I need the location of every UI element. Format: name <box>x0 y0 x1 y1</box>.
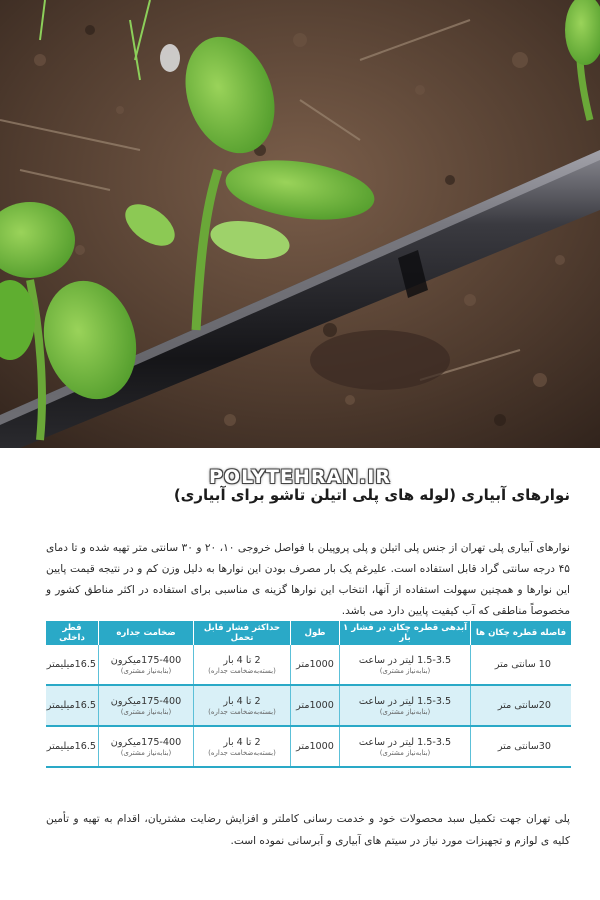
flow-note: (بنابه‌نیاز مشتری) <box>379 748 431 757</box>
pressure-note: (بسته‌به‌ضخامت جداره) <box>208 748 276 757</box>
pressure-value: 2 تا 4 بار <box>223 695 261 707</box>
cell-length: 1000متر <box>291 726 340 767</box>
table-header-row <box>46 621 571 645</box>
pressure-value: 2 تا 4 بار <box>223 654 261 666</box>
section-title: نوارهای آبیاری (لوله های پلی اتیلن تاشو برای آبیاری) <box>173 486 570 504</box>
flow-note: (بنابه‌نیاز مشتری) <box>379 707 431 716</box>
cell-thickness <box>99 685 194 726</box>
watermark-text: POLYTEHRAN.IR <box>209 466 391 488</box>
flow-note: (بنابه‌نیاز مشتری) <box>379 666 431 675</box>
col-header-thickness: ضخامت جداره <box>99 621 194 645</box>
cell-thickness <box>99 726 194 767</box>
thickness-note: (بنابه‌نیاز مشتری) <box>120 707 172 716</box>
pressure-note: (بسته‌به‌ضخامت جداره) <box>208 666 276 675</box>
table-row <box>46 645 571 685</box>
pressure-value: 2 تا 4 بار <box>223 736 261 748</box>
col-header-pressure: حداکثر فشار قابل تحمل <box>194 621 291 645</box>
drip-tape-photo <box>0 0 600 448</box>
col-header-length: طول <box>291 621 340 645</box>
cell-thickness <box>99 645 194 685</box>
thickness-value: 175-400میکرون <box>110 654 182 666</box>
thickness-note: (بنابه‌نیاز مشتری) <box>120 666 172 675</box>
cell-spacing: 20سانتی متر <box>471 685 572 726</box>
spec-table <box>46 621 571 768</box>
cell-spacing: 30سانتی متر <box>471 726 572 767</box>
col-header-diameter: قطر داخلی <box>46 621 99 645</box>
table-row <box>46 685 571 726</box>
header-photo <box>0 0 600 448</box>
cell-diameter: 16.5میلیمتر <box>46 645 99 685</box>
cell-length: 1000متر <box>291 645 340 685</box>
cell-spacing: 10 سانتی متر <box>471 645 572 685</box>
flow-value: 1.5-3.5 لیتر در ساعت <box>358 736 452 748</box>
cell-flow <box>340 726 471 767</box>
table-row <box>46 726 571 767</box>
thickness-note: (بنابه‌نیاز مشتری) <box>120 748 172 757</box>
thickness-value: 175-400میکرون <box>110 736 182 748</box>
col-header-flow: آبدهی قطره چکان در فشار ۱ بار <box>340 621 471 645</box>
footer-paragraph: پلی تهران جهت تکمیل سبد محصولات خود و خدمت رسانی کاملتر و افزایش رضایت مشتریان، اقدام به تهیه و تأمین کلیه ی لوازم و تجهیزات مورد نیاز در سیتم های آبیاری و آبرسانی نموده است. <box>46 813 570 847</box>
flow-value: 1.5-3.5 لیتر در ساعت <box>358 654 452 666</box>
cell-flow <box>340 645 471 685</box>
cell-flow <box>340 685 471 726</box>
thickness-value: 175-400میکرون <box>110 695 182 707</box>
cell-pressure <box>194 685 291 726</box>
cell-pressure <box>194 645 291 685</box>
flow-value: 1.5-3.5 لیتر در ساعت <box>358 695 452 707</box>
cell-pressure <box>194 726 291 767</box>
cell-diameter: 16.5میلیمتر <box>46 685 99 726</box>
cell-diameter: 16.5میلیمتر <box>46 726 99 767</box>
pressure-note: (بسته‌به‌ضخامت جداره) <box>208 707 276 716</box>
intro-paragraph: نوارهای آبیاری پلی تهران از جنس پلی اتیلن و پلی پروپیلن با فواصل خروجی ۱۰، ۲۰ و ۳۰ سانتی متر تهیه شده و تا دمای ۴۵ درجه سانتی گراد قابل استفاده است. علیرغم یک بار مصرف بودن این نوارها به دلیل وزن کم و در نتیجه قیمت پایین این نوارها و همچنین سهولت استفاده از آنها، انتخاب این نوارها گزینه ی مناسبی برای استفاده در اکثر مناطق کشور و مخصوصاً مناطقی که آب کیفیت پایین دارد می باشد. <box>46 542 570 617</box>
cell-length: 1000متر <box>291 685 340 726</box>
col-header-spacing: فاصله قطره چکان ها <box>471 621 572 645</box>
